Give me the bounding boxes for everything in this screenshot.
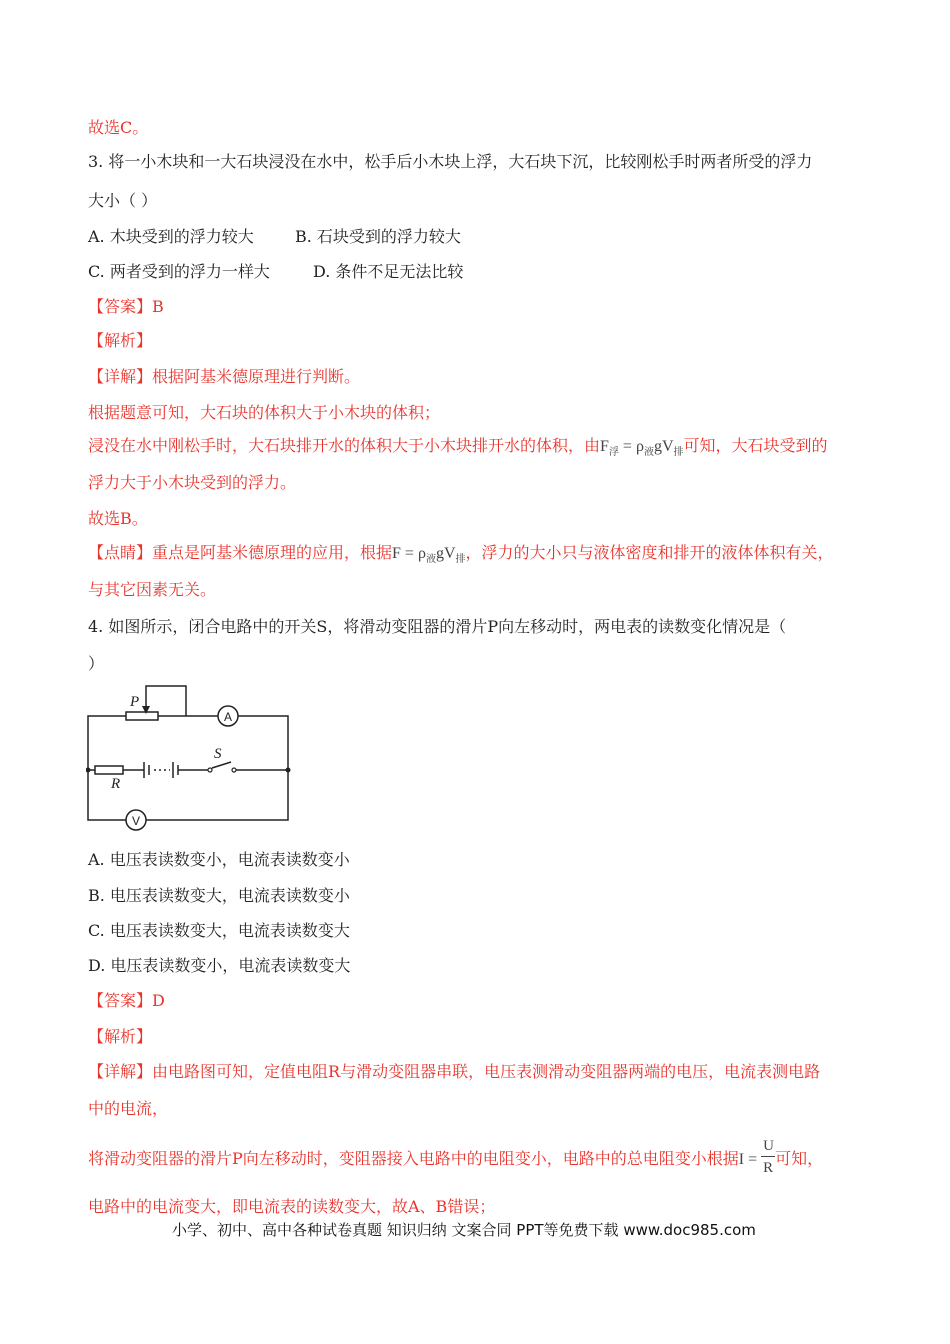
formula2-sub-pai: 排 [455,554,466,565]
formula-sub-pai: 排 [673,447,684,458]
detail-text-4: 由电路图可知，定值电阻R与滑动变阻器串联，电压表测滑动变阻器两端的电压，电流表测电路 [152,1062,821,1081]
q3-option-c: C. 两者受到的浮力一样大 [88,262,270,281]
formula-ohm [738,1138,775,1177]
fraction-denominator: R [763,1160,774,1177]
resistor-r [95,766,123,774]
q3-explain-2-b: 可知，大石块受到的 [683,436,828,455]
text-select-c: 故选C。 [88,118,149,137]
footer-banner: 小学、初中、高中各种试卷真题 知识归纳 文案合同 PPT等免费下载 www.doc985.com [172,1221,756,1239]
q3-explain-3: 浮力大于小木块受到的浮力。 [88,473,297,492]
label-r: R [111,776,121,792]
detail-tag: 【详解】 [88,367,153,386]
q3-select: 故选B。 [88,509,148,528]
q4-stem-1: 4. 如图所示，闭合电路中的开关S，将滑动变阻器的滑片P向左移动时，两电表的读数变化情况是（ [88,617,787,636]
fraction-numerator: U [763,1138,774,1155]
q4-explain-1: 中的电流， [88,1099,169,1118]
q3-stem-2: 大小（ ） [88,191,158,210]
label-a: A [223,710,233,724]
q4-explain-3: 电路中的电流变大，即电流表的读数变大，故A、B错误； [88,1197,496,1216]
answer-value: B [152,297,164,316]
q4-option-b: B. 电压表读数变大，电流表读数变小 [88,886,350,905]
formula-buoyancy-2 [392,545,466,565]
q4-option-d: D. 电压表读数变小，电流表读数变大 [88,956,351,975]
q3-option-d: D. 条件不足无法比较 [313,262,464,281]
rheostat [126,712,158,720]
q3-explain-1: 根据题意可知，大石块的体积大于小木块的体积； [88,403,441,422]
comment-tag: 【点睛】 [88,543,153,562]
comment-text-b: ，浮力的大小只与液体密度和排开的液体体积有关， [465,543,834,562]
formula-gv: gV [653,438,674,455]
q3-answer [88,297,164,317]
q3-comment-2: 与其它因素无关。 [88,580,217,599]
circuit-svg [86,684,306,834]
q3-option-a: A. 木块受到的浮力较大 [88,227,254,246]
formula2-sub-ye: 液 [425,554,436,565]
comment-text-a: 重点是阿基米德原理的应用，根据 [152,543,393,562]
fraction [761,1138,775,1177]
formula3-i: I = [738,1151,762,1168]
circuit-diagram [86,684,306,838]
formula-sub-fu: 浮 [608,447,619,458]
q4-option-c: C. 电压表读数变大，电流表读数变大 [88,921,350,940]
q4-answer [88,991,165,1011]
q4-explain-2-a: 将滑动变阻器的滑片P向左移动时，变阻器接入电路中的电阻变小，电路中的总电阻变小根据 [88,1149,739,1168]
q4-detail [88,1062,820,1082]
q4-analysis-tag: 【解析】 [88,1027,153,1046]
switch-blade [212,762,231,768]
q3-stem-1: 3. 将一小木块和一大石块浸没在水中，松手后小木块上浮，大石块下沉，比较刚松手时两者所受的浮力 [88,152,813,171]
q4-option-a: A. 电压表读数变小，电流表读数变小 [88,850,350,869]
q3-explain-2 [88,436,828,459]
answer-value-4: D [152,991,165,1010]
formula-f: F [600,438,609,455]
detail-tag-4: 【详解】 [88,1062,153,1081]
q4-explain-2-b: 可知， [775,1149,824,1168]
formula-buoyancy-1 [600,438,684,458]
q4-explain-2 [88,1138,824,1177]
label-p: P [130,694,140,710]
q3-comment [88,543,834,566]
formula2-gv: gV [435,545,456,562]
answer-tag: 【答案】 [88,297,153,316]
label-s: S [214,746,222,762]
q4-stem-2: ） [88,654,105,673]
label-v: V [131,814,141,828]
answer-tag-4: 【答案】 [88,991,153,1010]
formula2-f: F = ρ [392,545,426,562]
detail-text: 根据阿基米德原理进行判断。 [152,367,361,386]
q3-analysis-tag: 【解析】 [88,331,153,350]
q3-detail [88,367,360,387]
q3-explain-2-a: 浸没在水中刚松手时，大石块排开水的体积大于小木块排开水的体积，由 [88,436,601,455]
formula-sub-ye: 液 [643,447,654,458]
q3-option-b: B. 石块受到的浮力较大 [295,227,461,246]
formula-eq: = ρ [618,438,644,455]
